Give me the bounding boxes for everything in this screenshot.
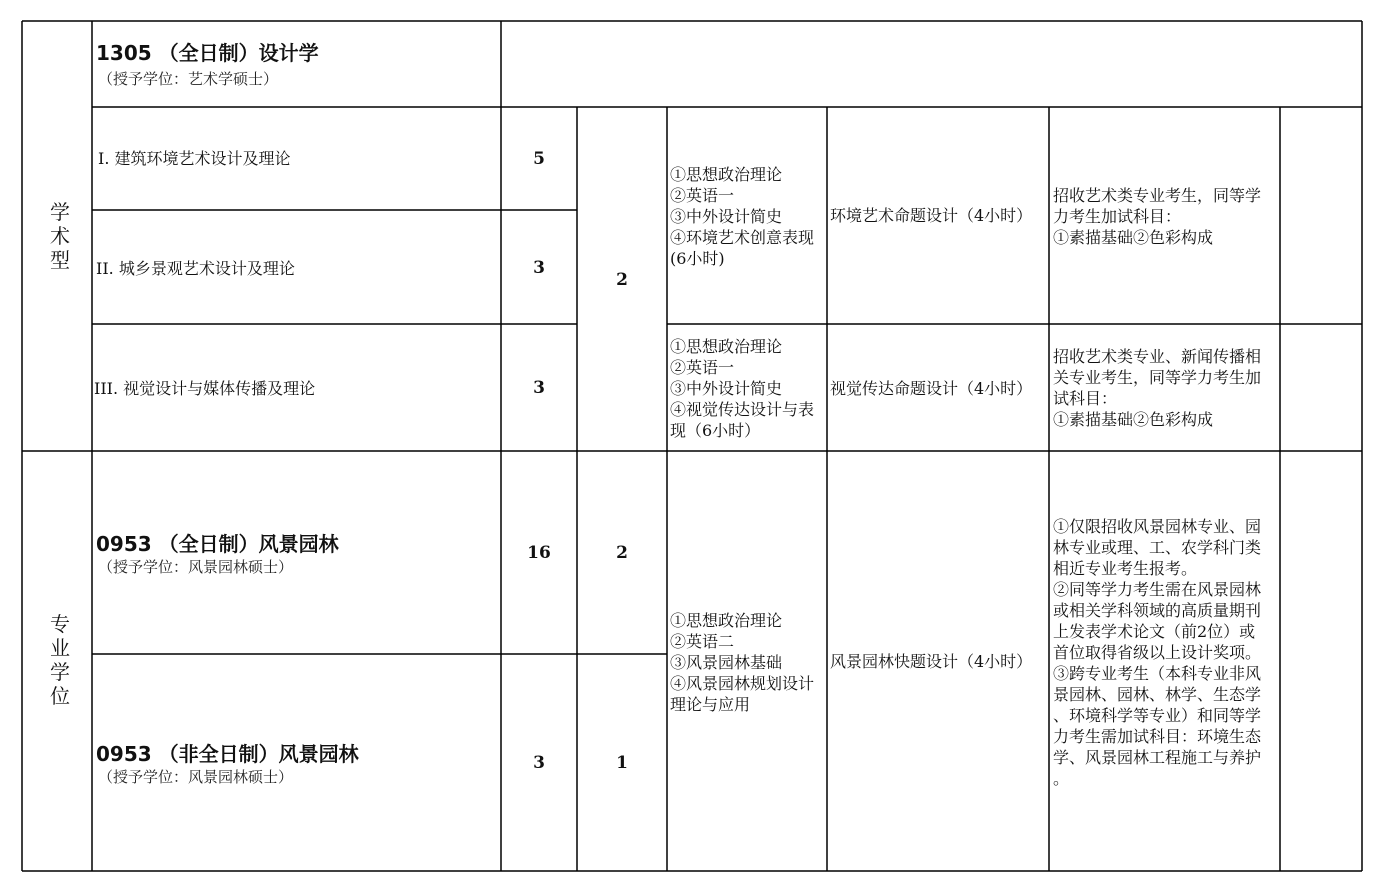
direction-name: II. 城乡景观艺术设计及理论 (96, 259, 295, 278)
retest-subject: 视觉传达命题设计（4小时） (830, 379, 1033, 398)
remarks: 招收艺术类专业考生，同等学 力考生加试科目： ①素描基础②色彩构成 (1053, 186, 1262, 247)
program-landscape-fulltime-degree: （授予学位：风景园林硕士） (98, 558, 294, 576)
exam-subjects: ①思想政治理论 ②英语一 ③中外设计简史 ④视觉传达设计与表 现（6小时） (670, 337, 815, 440)
design-exempt-count: 2 (616, 270, 628, 290)
direction-name: Ⅰ. 建筑环境艺术设计及理论 (98, 149, 291, 168)
direction-plan: 5 (533, 149, 545, 169)
category-academic: 学 术 型 (50, 200, 70, 272)
landscape-parttime-plan: 3 (533, 753, 545, 773)
landscape-parttime-exempt: 1 (616, 753, 628, 773)
landscape-fulltime-exempt: 2 (616, 543, 628, 563)
program-design-title: 1305 （全日制）设计学 (96, 41, 319, 65)
program-landscape-parttime-degree: （授予学位：风景园林硕士） (98, 768, 294, 786)
program-landscape-parttime-title: 0953 （非全日制）风景园林 (96, 742, 359, 766)
exam-subjects: ①思想政治理论 ②英语二 ③风景园林基础 ④风景园林规划设计 理论与应用 (670, 611, 815, 714)
direction-plan: 3 (533, 378, 545, 398)
program-landscape-fulltime-title: 0953 （全日制）风景园林 (96, 532, 339, 556)
direction-plan: 3 (533, 258, 545, 278)
landscape-fulltime-plan: 16 (527, 543, 551, 563)
exam-subjects: ①思想政治理论 ②英语一 ③中外设计简史 ④环境艺术创意表现 (6小时) (670, 165, 815, 268)
category-professional: 专 业 学 位 (50, 612, 70, 708)
program-design-degree: （授予学位：艺术学硕士） (98, 70, 279, 88)
remarks: ①仅限招收风景园林专业、园 林专业或理、工、农学科门类 相近专业考生报考。 ②同等学力考生需在风景园林 或相关学科领域的高质量期刊 上发表学术论文（前2位）或 首位取得省级以上设计奖项。 ③跨专业考生（本科专业非风 景园林、园林、林学、生态学 、环境科学等专业）和同等学 力考生需加试科目：环境生态 学、风景园林工程施工与养护 。 (1053, 517, 1262, 788)
direction-name: III. 视觉设计与媒体传播及理论 (94, 379, 316, 398)
remarks: 招收艺术类专业、新闻传播相 关专业考生，同等学力考生加 试科目： ①素描基础②色彩构成 (1053, 347, 1262, 429)
retest-subject: 风景园林快题设计（4小时） (830, 652, 1033, 671)
retest-subject: 环境艺术命题设计（4小时） (830, 206, 1033, 225)
